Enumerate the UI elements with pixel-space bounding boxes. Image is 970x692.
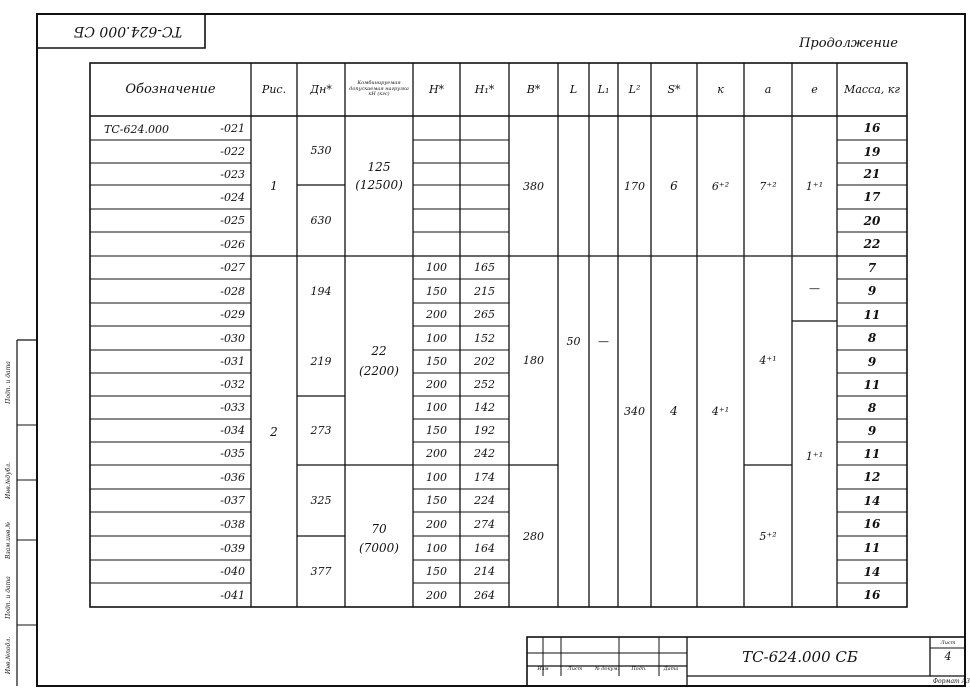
k-2: 4⁺¹ [711,404,730,418]
mass-value: 11 [863,377,881,392]
mass-value: 16 [863,121,881,135]
dn-377: 377 [310,565,332,578]
h-value: 150 [426,284,447,298]
mass-value: 14 [863,564,881,579]
continuation-label: Продолжение [799,36,898,51]
designation-code: -038 [220,517,245,531]
h-value: 200 [426,447,447,460]
header-mass: Масса, кг [844,82,900,96]
dn-325: 325 [310,494,332,507]
designation-code: -039 [220,541,245,555]
load-2-kn: 22 [371,344,387,358]
mass-value: 9 [867,423,877,438]
h-value: 150 [426,424,447,437]
h-value: 200 [426,378,447,391]
e-dash: — [809,282,820,295]
a-2: 4⁺¹ [759,354,777,367]
h1-value: 265 [474,308,495,321]
designation-code: -034 [220,424,245,437]
header-l: L [569,82,578,96]
mass-value: 16 [863,517,881,531]
designation-code: -026 [220,237,245,251]
load-1-kn: 125 [367,160,391,174]
load-3-kgs: (7000) [359,541,399,555]
b-280: 280 [523,529,544,543]
mass-value: 16 [863,588,881,602]
mass-value: 9 [867,354,877,369]
designation-code: -031 [220,355,245,368]
designation-code: -040 [220,565,245,578]
h1-value: 214 [474,565,495,578]
header-s: S* [667,82,681,96]
h1-value: 215 [474,284,495,298]
title-block-format: Формат А3 [933,678,970,685]
header-load: Комбинируемая допускаемая нагрузка кН (кгс) [349,80,409,98]
mass-value: 22 [863,237,881,251]
h1-value: 192 [474,424,495,437]
margin-label-text: Взам.инв.№ [5,521,13,559]
h1-value: 164 [474,541,495,555]
designation-code: -027 [220,261,245,274]
load-3-kn: 70 [371,522,387,536]
designation-code: -023 [220,167,245,181]
designation-code: -028 [220,284,245,298]
title-block-document: ТС-624.000 СБ [742,648,858,666]
h-value: 150 [426,565,447,578]
s-4: 4 [670,404,678,418]
margin-label-text: Подп. и дата [5,361,12,404]
load-2-kgs: (2200) [359,364,399,378]
h1-value: 252 [474,378,495,391]
margin-label [0,510,17,570]
mass-value: 14 [863,493,881,508]
dn-630: 630 [310,214,332,227]
mass-value: 11 [863,307,881,322]
margin-label [0,625,17,686]
designation-code: -041 [220,588,245,602]
l-50: 50 [566,334,581,348]
mass-value: 11 [863,446,881,461]
h1-value: 142 [474,401,495,414]
mass-value: 8 [867,331,877,345]
dn-530: 530 [310,144,332,157]
h-value: 100 [426,470,447,484]
load-1-kgs: (12500) [355,178,403,192]
designation-code: -037 [220,494,245,507]
e-2: 1⁺¹ [805,449,824,463]
designation-code: -030 [220,331,245,345]
h1-value: 152 [474,331,495,345]
title-block-col-label: № докум. [594,666,620,672]
margin-label [0,570,17,625]
k-1: 6⁺² [711,179,730,193]
designation-code: -035 [220,447,245,460]
dn-273: 273 [310,424,332,437]
title-block-col-label: Дата [663,666,679,672]
mass-value: 20 [863,213,881,228]
h1-value: 202 [474,355,495,368]
header-dn: Дн* [310,82,332,96]
mass-value: 21 [863,167,881,181]
h-value: 150 [426,355,447,368]
s-6: 6 [670,179,678,193]
h-value: 150 [426,494,447,507]
mass-value: 8 [867,400,877,415]
h-value: 200 [426,308,447,321]
mass-value: 7 [867,260,877,275]
h1-value: 224 [474,494,495,507]
mass-value: 19 [863,144,881,159]
header-l2: L² [628,82,641,96]
header-b: В* [526,82,541,96]
title-block-col-label: Лист [567,666,583,672]
designation-code: -021 [220,121,245,135]
header-fig: Рис. [261,82,287,96]
l2-170: 170 [624,179,645,193]
b-180: 180 [523,354,544,367]
h1-value: 174 [474,470,495,484]
designation-code: -036 [220,470,245,484]
designation-code: -029 [220,308,245,321]
header-a: а [764,82,772,96]
margin-label [0,340,17,425]
designation-code: -025 [220,214,245,227]
margin-label [0,450,17,510]
title-block-sheet-number: 4 [944,650,952,663]
a-3: 5⁺² [759,529,777,543]
h1-value: 274 [474,517,495,531]
dn-194: 194 [310,284,332,298]
dn-219: 219 [310,354,332,368]
margin-label-text: Инв.№подл. [5,636,12,675]
h1-value: 242 [474,447,495,460]
h-value: 100 [426,261,447,274]
header-e: е [811,82,818,96]
a-1: 7⁺² [759,179,777,193]
header-l1: L₁ [597,82,610,96]
h-value: 200 [426,517,447,531]
stamp-code: ТС-624.000 СБ [73,23,183,39]
h1-value: 264 [474,588,495,602]
header-h: Н* [428,82,445,96]
mass-value: 17 [863,190,881,204]
designation-code: -033 [220,401,245,414]
h-value: 100 [426,401,447,414]
title-block-col-label: Изм [537,666,549,672]
l2-340: 340 [624,404,645,418]
designation-code: -032 [220,378,245,391]
designation-code: -022 [220,145,245,158]
designation-code: -024 [220,190,245,204]
mass-value: 11 [863,541,881,555]
fig-2: 2 [270,424,278,439]
h-value: 200 [426,588,447,602]
header-h1: Н₁* [474,82,495,96]
title-block-col-label: Подп. [631,666,647,672]
h1-value: 165 [474,261,495,274]
title-block-columns [527,666,687,675]
l1-dash: — [598,334,609,348]
margin-label-text: Инв.№дубл. [5,461,12,499]
h-value: 100 [426,331,447,345]
mass-value: 12 [863,470,881,484]
b-380: 380 [523,179,544,193]
mass-value: 9 [867,284,877,298]
designation-prefix: ТС-624.000 [104,122,169,136]
title-block-sheet-label: Лист [940,640,956,646]
margin-label-text: Подп. и дата [5,576,12,619]
header-k: к [717,82,724,96]
fig-1: 1 [270,179,278,193]
h-value: 100 [426,541,447,555]
margin-labels [0,340,17,680]
e-1: 1⁺¹ [805,179,824,193]
header-designation: Обозначение [125,81,216,97]
